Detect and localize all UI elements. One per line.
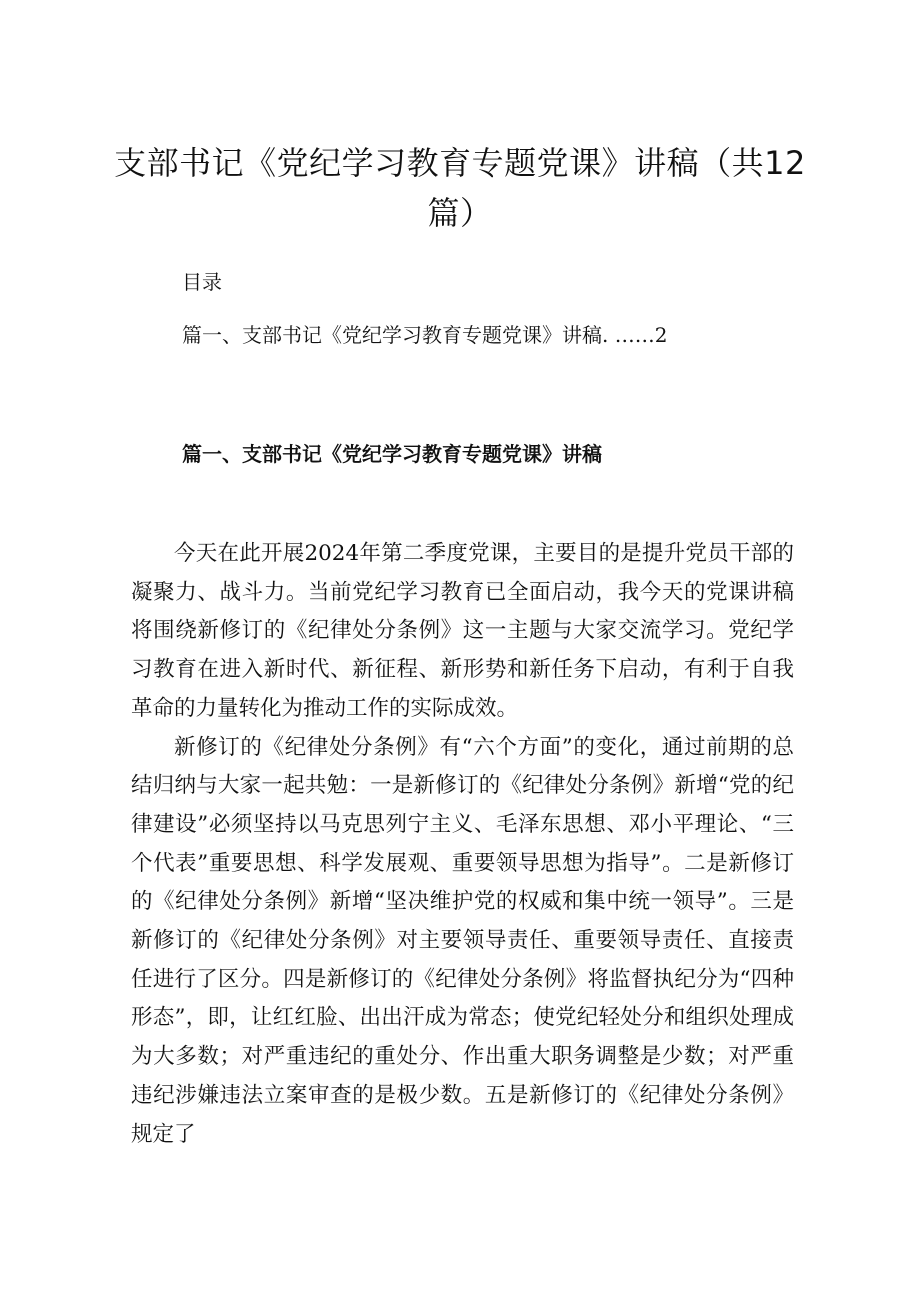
document-title: 支部书记《党纪学习教育专题党课》讲稿（共12篇） — [114, 144, 806, 232]
section-heading: 篇一、支部书记《党纪学习教育专题党课》讲稿 — [182, 442, 602, 466]
body-paragraph: 新修订的《纪律处分条例》有“六个方面”的变化，通过前期的总结归纳与大家一起共勉：一是新修订的《纪律处分条例》新增“党的纪律建设”必须坚持以马克思列宁主义、毛泽东思想、邓小平理论、“三个代表”重要思想、科学发展观、重要领导思想为指导”。二是新修订的《纪律处分条例》新增“坚决维护党的权威和集中统一领导”。三是新修订的《纪律处分条例》对主要领导责任、重要领导责任、直接责任进行了区分。四是新修订的《纪律处分条例》将监督执纪分为“四种形态”，即，让红红脸、出出汗成为常态；使党纪轻处分和组织处理成为大多数；对严重违纪的重处分、作出重大职务调整是少数；对严重违纪涉嫌违法立案审查的是极少数。五是新修订的《纪律处分条例》规定了 — [131, 734, 794, 1147]
toc-entry: 篇一、支部书记《党纪学习教育专题党课》讲稿. ……2 — [182, 323, 668, 347]
toc-heading: 目录 — [182, 270, 222, 294]
section-body — [131, 535, 794, 1154]
body-paragraph: 今天在此开展2024年第二季度党课，主要目的是提升党员干部的凝聚力、战斗力。当前党纪学习教育已全面启动，我今天的党课讲稿将围绕新修订的《纪律处分条例》这一主题与大家交流学习。党纪学习教育在进入新时代、新征程、新形势和新任务下启动，有利于自我革命的力量转化为推动工作的实际成效。 — [131, 541, 794, 721]
